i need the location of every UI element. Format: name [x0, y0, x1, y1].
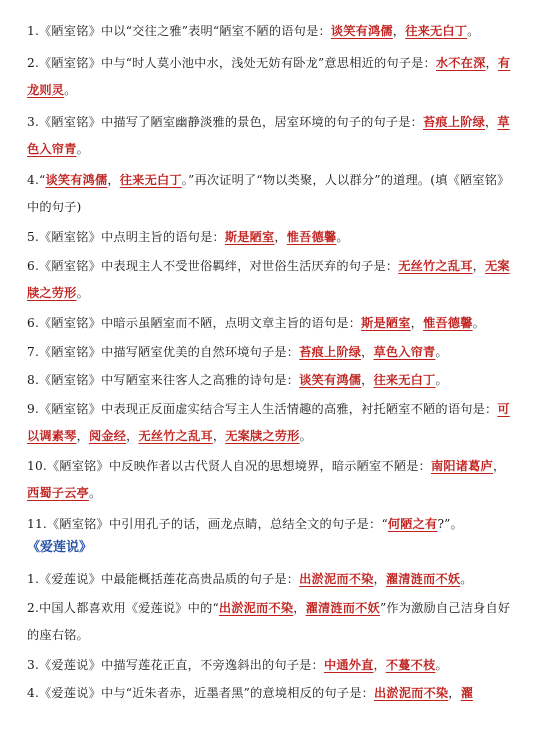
answer-text: 无丝竹之乱耳 — [138, 428, 213, 443]
answer-text: 出淤泥而不染 — [218, 601, 294, 615]
answer-text: 濯 — [460, 686, 474, 700]
question-item-q7 — [27, 339, 513, 366]
question-item-l3 — [27, 652, 513, 679]
question-text: 4.《爱莲说》中与“近朱者赤，近墨者黑”的意境相反的句子是： — [27, 686, 374, 700]
answer-text: 无丝竹之乱耳 — [398, 259, 473, 273]
question-text: 8.《陋室铭》中写陋室来往客人之高雅的诗句是： — [27, 373, 300, 387]
question-text: 。 — [472, 316, 486, 330]
question-text: 9.《陋室铭》中表现正反面虚实结合写主人生活情趣的高雅，衬托陋室不陋的语句是： — [27, 402, 498, 416]
question-text: ， — [361, 345, 374, 359]
question-text: ， — [76, 428, 89, 443]
question-text: 11.《陋室铭》中引用孔子的话，画龙点睛，总结全文的句子是：“ — [27, 517, 388, 531]
answer-text: 草色入帘青 — [27, 115, 510, 156]
answer-text: 南阳诸葛庐 — [431, 459, 493, 473]
question-text: ， — [373, 572, 386, 586]
question-item-q8 — [27, 367, 513, 394]
answer-text: 何陋之有 — [387, 517, 438, 531]
question-text: ， — [107, 173, 120, 187]
question-text: 。”再次证明了“物以类聚，人以群分”的道理。(填《陋室铭》中的句子) — [27, 173, 510, 214]
answer-text: 濯清涟而不妖 — [385, 572, 461, 586]
answer-text: 往来无白丁 — [405, 24, 468, 38]
answer-text: 苔痕上阶绿 — [423, 115, 485, 129]
answer-text: 苔痕上阶绿 — [299, 345, 362, 359]
answer-text: 西蜀子云亭 — [27, 485, 89, 500]
question-item-l2 — [27, 595, 513, 648]
answer-text: 谈笑有鸿儒 — [330, 24, 393, 38]
question-text: 6.《陋室铭》中表现主人不受世俗羁绊，对世俗生活厌弃的句子是： — [27, 259, 399, 273]
question-text: 。 — [435, 658, 448, 672]
answer-text: 惟吾德馨 — [423, 316, 473, 330]
answer-text: 可以调素琴 — [27, 402, 510, 443]
question-text: 3.《陋室铭》中描写了陋室幽静淡雅的景色，居室环境的句子的句子是： — [27, 115, 424, 129]
answer-text: 不蔓不枝 — [385, 658, 436, 672]
question-text: 4.“ — [27, 173, 46, 187]
answer-text: 无案牍之劳形 — [27, 259, 510, 300]
section-title-ailianshuo: 《爱莲说》 — [27, 540, 93, 555]
question-item-q10 — [27, 453, 513, 506]
question-item-q2 — [27, 50, 513, 103]
question-item-q11 — [27, 511, 513, 538]
question-item-q9 — [27, 396, 513, 449]
question-text: ， — [293, 601, 306, 615]
answer-text: 水不在深 — [435, 56, 486, 70]
question-text: 7.《陋室铭》中描写陋室优美的自然环境句子是： — [27, 345, 300, 359]
question-text: 。 — [76, 285, 89, 300]
answer-text: 阅金经 — [88, 428, 127, 443]
question-text: 1.《爱莲说》中最能概括莲花高贵品质的句子是： — [27, 572, 300, 586]
question-item-l4 — [27, 680, 513, 707]
question-text: ， — [492, 459, 506, 473]
question-text: 。 — [88, 485, 102, 500]
answer-text: 谈笑有鸿儒 — [299, 373, 362, 387]
question-text: ， — [410, 316, 424, 330]
answer-text: 往来无白丁 — [373, 373, 436, 387]
question-text: 。 — [435, 373, 448, 387]
answer-text: 有龙则灵 — [27, 56, 511, 97]
question-text: 5.《陋室铭》中点明主旨的语句是： — [27, 230, 225, 244]
question-text: ， — [212, 428, 226, 443]
question-text: ， — [472, 259, 485, 273]
question-text: ， — [484, 115, 498, 129]
question-text: ， — [373, 658, 386, 672]
question-text: 10.《陋室铭》中反映作者以古代贤人自况的思想境界，暗示陋室不陋是： — [27, 459, 431, 473]
question-text: ， — [392, 24, 406, 38]
question-item-q6a — [27, 253, 513, 306]
answer-text: 出淤泥而不染 — [373, 686, 449, 700]
question-text: 。 — [460, 572, 473, 586]
question-item-q6b — [27, 310, 513, 337]
question-text: 。 — [76, 141, 89, 156]
question-item-q4 — [27, 167, 513, 220]
answer-text: 斯是陋室 — [224, 230, 275, 244]
answer-text: 无案牍之劳形 — [225, 428, 300, 443]
question-item-q3 — [27, 109, 513, 162]
answer-text: 斯是陋室 — [361, 316, 411, 330]
question-text: 6.《陋室铭》中暗示虽陋室而不陋，点明文章主旨的语句是： — [27, 316, 362, 330]
question-item-l1 — [27, 566, 513, 593]
question-text: 。 — [64, 82, 77, 97]
question-text: ”作为激励自己洁身自好的座右铭。 — [27, 601, 511, 642]
answer-text: 惟吾德馨 — [286, 230, 337, 244]
answer-text: 谈笑有鸿儒 — [45, 173, 108, 187]
question-text: ， — [448, 686, 461, 700]
question-text: ， — [274, 230, 287, 244]
question-text: ， — [485, 56, 498, 70]
answer-text: 中通外直 — [323, 658, 374, 672]
question-text: 。 — [435, 345, 448, 359]
question-item-q1 — [27, 18, 513, 45]
question-text: 1.《陋室铭》中以“交往之雅”表明“陋室不陋的语句是： — [27, 24, 331, 38]
question-text: ?”。 — [437, 517, 463, 531]
question-text: ， — [361, 373, 374, 387]
answer-text: 草色入帘青 — [373, 345, 436, 359]
question-text: 2.《陋室铭》中与“时人莫小池中水，浅处无妨有卧龙”意思相近的句子是： — [27, 56, 436, 70]
question-text: 。 — [299, 428, 312, 443]
answer-text: 濯清涟而不妖 — [305, 601, 380, 615]
question-text: 3.《爱莲说》中描写莲花正直，不旁逸斜出的句子是： — [27, 658, 324, 672]
question-item-q5 — [27, 224, 513, 251]
question-text: ， — [126, 428, 139, 443]
question-text: 。 — [467, 24, 480, 38]
question-text: 。 — [336, 230, 349, 244]
answer-text: 出淤泥而不染 — [299, 572, 374, 586]
question-text: 2.中国人都喜欢用《爱莲说》中的“ — [27, 601, 219, 615]
answer-text: 往来无白丁 — [119, 173, 182, 187]
